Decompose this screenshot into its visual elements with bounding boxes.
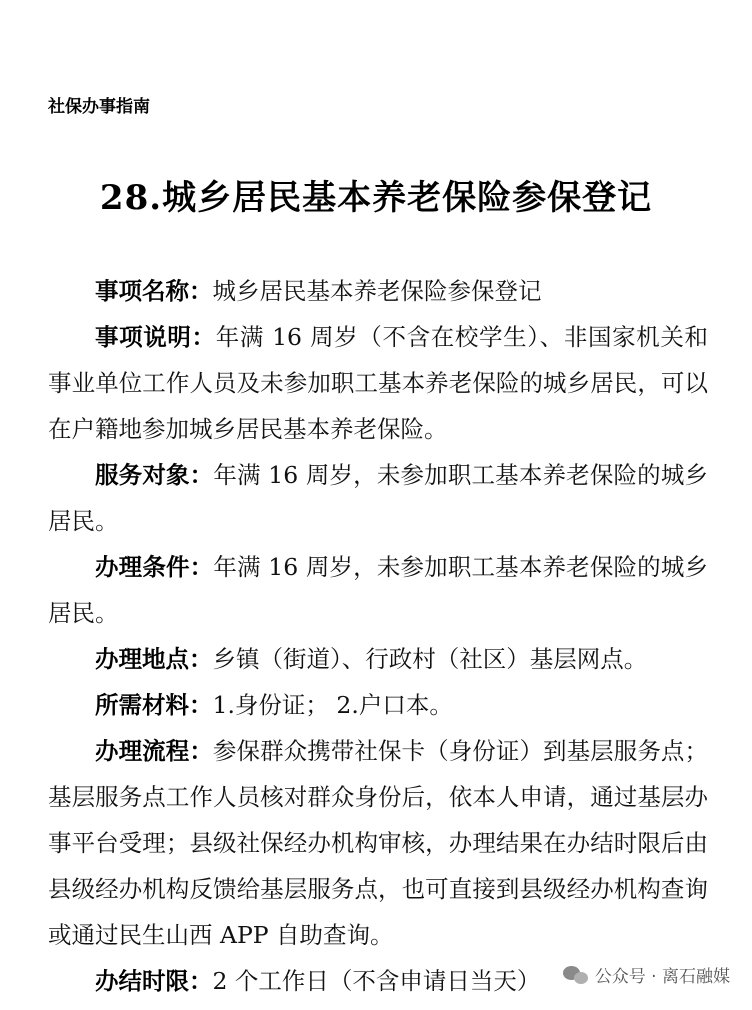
item-label: 办理条件：: [95, 553, 214, 581]
item-text: 参保群众携带社保卡（身份证）到基层服务点；基层服务点工作人员核对群众身份后，依本人申请，通过基层办事平台受理；县级社保经办机构审核，办理结果在办结时限后由县级经办机构反馈给基层服务点，也可直接到县级经办机构查询或通过民生山西 APP 自助查询。: [48, 737, 709, 949]
item-materials: [48, 682, 708, 728]
page-title: 28.城乡居民基本养老保险参保登记: [99, 178, 653, 218]
item-label: 事项说明：: [95, 323, 216, 351]
item-text: 城乡居民基本养老保险参保登记: [212, 277, 542, 305]
item-label: 事项名称：: [95, 277, 213, 305]
item-label: 办结时限：: [95, 967, 213, 995]
item-description: [48, 314, 708, 452]
item-text: 2 个工作日（不含申请日当天）: [212, 967, 541, 995]
item-text: 年满 16 周岁，未参加职工基本养老保险的城乡居民。: [48, 461, 709, 535]
document-header: 社保办事指南: [48, 97, 150, 117]
item-target: [48, 452, 708, 544]
item-label: 办理流程：: [95, 737, 213, 765]
item-text: 年满 16 周岁，未参加职工基本养老保险的城乡居民。: [48, 553, 709, 627]
wechat-icon: [563, 965, 589, 985]
watermark-text: 公众号 · 离石融媒: [594, 967, 730, 987]
watermark: [563, 962, 730, 987]
item-location: [48, 636, 708, 682]
item-name: [48, 268, 708, 314]
item-label: 所需材料：: [95, 691, 213, 719]
item-text: 年满 16 周岁（不含在校学生）、非国家机关和事业单位工作人员及未参加职工基本养老保险的城乡居民，可以在户籍地参加城乡居民基本养老保险。: [48, 323, 709, 443]
item-process: [48, 728, 708, 958]
item-label: 办理地点：: [95, 645, 213, 673]
item-conditions: [48, 544, 708, 636]
item-text: 1.身份证； 2.户口本。: [212, 691, 453, 719]
item-label: 服务对象：: [95, 461, 214, 489]
item-text: 乡镇（街道）、行政村（社区）基层网点。: [212, 645, 648, 673]
guide-content: [48, 268, 708, 1004]
